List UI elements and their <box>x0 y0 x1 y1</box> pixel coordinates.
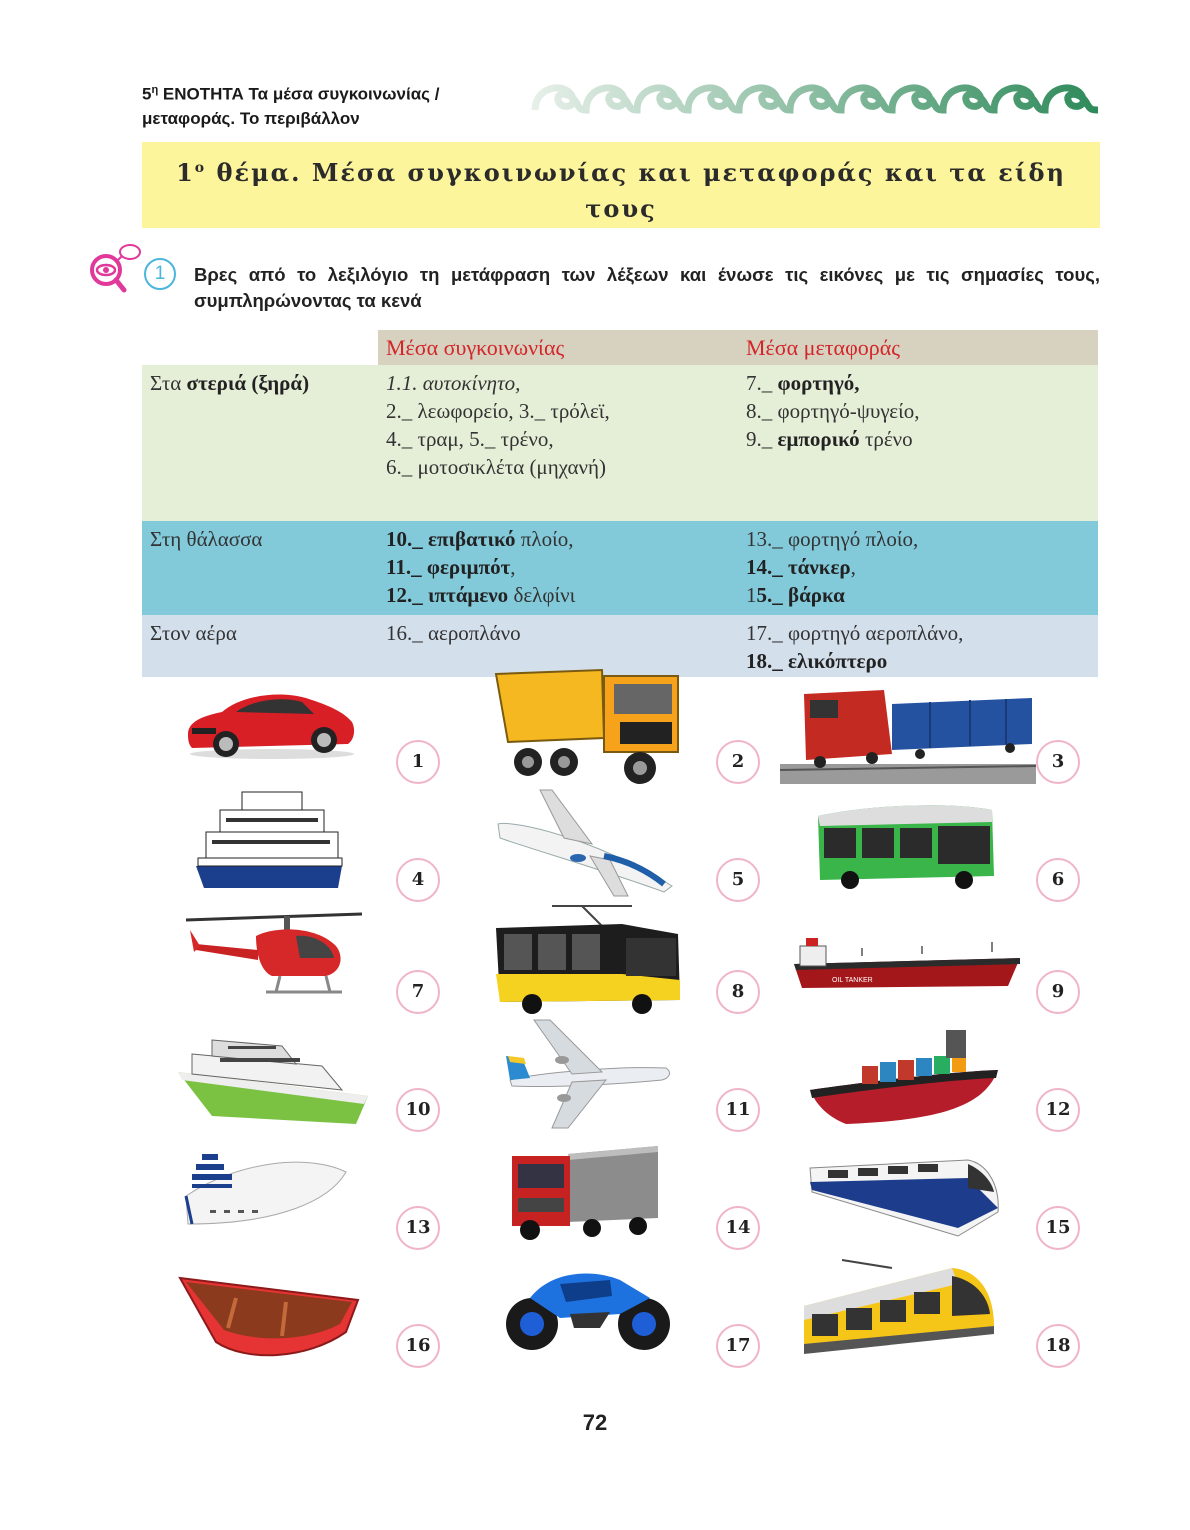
freight-train-icon <box>780 674 1036 784</box>
trolleybus-icon <box>492 904 684 1014</box>
list-item: 17._ φορτηγό αεροπλάνο, <box>746 621 964 645</box>
picture-number-badge: 3 <box>1036 740 1080 784</box>
land-cargo-cell <box>738 365 1098 521</box>
greek-wave-border-icon <box>530 78 1100 116</box>
container-ship-icon <box>806 1020 1002 1128</box>
picture-number-badge: 17 <box>716 1324 760 1368</box>
high-speed-train-icon <box>808 1142 1002 1238</box>
air-cargo-cell <box>738 615 1098 677</box>
list-item: 14._ τάνκερ, <box>746 555 856 579</box>
picture-number-badge: 5 <box>716 858 760 902</box>
picture-number-badge: 14 <box>716 1206 760 1250</box>
ferry-icon <box>192 784 348 896</box>
picture-number-badge: 13 <box>396 1206 440 1250</box>
green-bus-icon <box>814 796 998 890</box>
picture-number-badge: 18 <box>1036 1324 1080 1368</box>
exercise-number-badge: 1 <box>144 258 176 290</box>
header-cell-empty <box>142 330 378 365</box>
list-item: 1.1. αυτοκίνητο, <box>386 371 521 395</box>
list-item: 10._ επιβατικό πλοίο, <box>386 527 574 551</box>
helicopter-icon <box>176 906 364 1006</box>
page-number: 72 <box>582 1410 608 1435</box>
picture-number-badge: 12 <box>1036 1088 1080 1132</box>
list-item: 11._ φεριμπότ, <box>386 555 516 579</box>
header-cell-transit: Μέσα συγκοινωνίας <box>378 330 738 365</box>
motorcycle-icon <box>500 1262 674 1354</box>
oil-tanker-label: OIL TANKER <box>832 977 873 984</box>
cruise-ship-icon <box>180 1140 350 1228</box>
picture-number-badge: 15 <box>1036 1206 1080 1250</box>
red-sports-car-icon <box>182 678 358 762</box>
airplane-icon <box>494 786 678 898</box>
list-item: 7._ φορτηγό, <box>746 371 860 395</box>
picture-number-badge: 10 <box>396 1088 440 1132</box>
picture-number-badge: 16 <box>396 1324 440 1368</box>
list-item: 8._ φορτηγό-ψυγείο, <box>746 399 920 423</box>
picture-number-badge: 8 <box>716 970 760 1014</box>
row-label-air: Στον αέρα <box>150 621 237 645</box>
list-item: 4._ τραμ, 5._ τρένο, <box>386 427 554 451</box>
oil-tanker-icon <box>792 934 1024 990</box>
picture-number-badge: 1 <box>396 740 440 784</box>
list-item: 16._ αεροπλάνο <box>386 621 521 645</box>
picture-number-badge: 7 <box>396 970 440 1014</box>
row-label-sea: Στη θάλασσα <box>150 527 263 551</box>
picture-number-badge: 6 <box>1036 858 1080 902</box>
refrigerated-truck-icon <box>508 1142 660 1240</box>
rowboat-icon <box>176 1270 362 1368</box>
tram-icon <box>802 1256 998 1366</box>
list-item: 15._ βάρκα <box>746 583 845 607</box>
list-item: 12._ ιπτάμενο δελφίνι <box>386 583 576 607</box>
sea-cargo-cell <box>738 521 1098 615</box>
list-item: 2._ λεωφορείο, 3._ τρόλεϊ, <box>386 399 610 423</box>
table-row-sea <box>142 521 1098 615</box>
magnifier-eye-icon <box>86 242 144 294</box>
list-item: 18._ ελικόπτερο <box>746 649 888 673</box>
table-row-land <box>142 365 1098 521</box>
vocabulary-table <box>142 330 1098 677</box>
picture-number-badge: 4 <box>396 858 440 902</box>
exercise-instruction: Βρες από το λεξιλόγιο τη μετάφραση των λέξεων και ένωσε τις εικόνες με τις σημασίες τους, συμπληρώνοντας τα κενά <box>194 264 1100 311</box>
unit-header: $5^\eta$ ΕΝΟΤΗΤΑ Τα μέσα συγκοινωνίας / μεταφοράς. Το περιβάλλον <box>142 84 440 128</box>
header-cell-cargo: Μέσα μεταφοράς <box>738 330 1098 365</box>
cargo-airplane-icon <box>502 1016 672 1132</box>
list-item: 6._ μοτοσικλέτα (μηχανή) <box>386 455 607 479</box>
land-transit-cell <box>378 365 738 521</box>
dump-truck-icon <box>492 666 686 786</box>
list-item: 13._ φορτηγό πλοίο, <box>746 527 919 551</box>
sea-transit-cell <box>378 521 738 615</box>
row-label-land: Στα στεριά (ξηρά) <box>150 371 310 395</box>
picture-number-badge: 2 <box>716 740 760 784</box>
catamaran-icon <box>172 1018 374 1130</box>
picture-number-badge: 11 <box>716 1088 760 1132</box>
list-item: 9._ εμπορικό τρένο <box>746 427 913 451</box>
picture-number-badge: 9 <box>1036 970 1080 1014</box>
table-header-row <box>142 330 1098 365</box>
topic-title-banner: $1^o$ θέμα. Μέσα συγκοινωνίας και μεταφοράς και τα είδη τους <box>142 142 1100 228</box>
